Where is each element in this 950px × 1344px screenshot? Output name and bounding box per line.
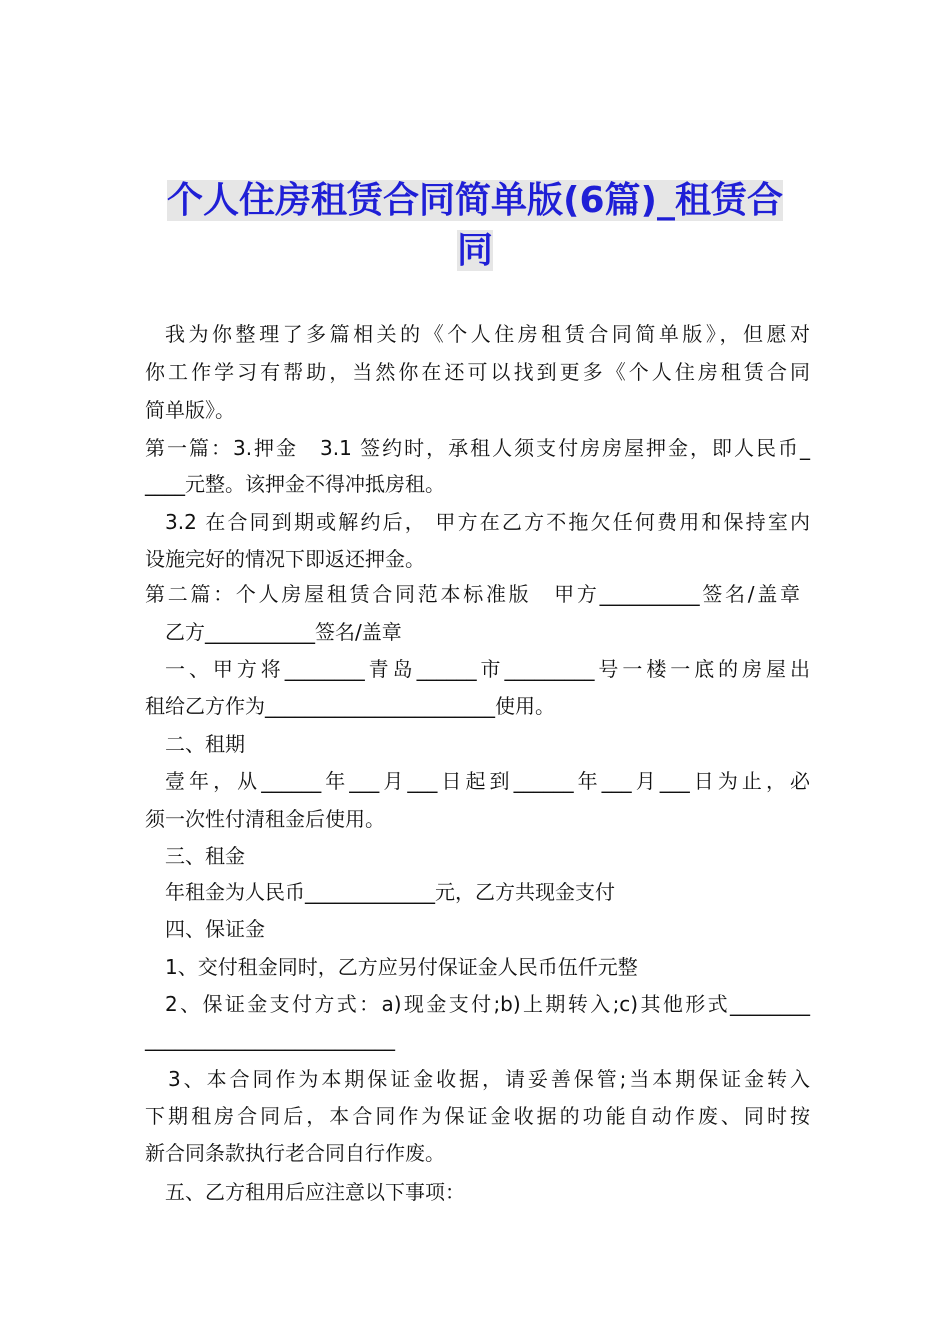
intro-line-3: 简单版》。 <box>145 398 235 422</box>
clause2-heading: 二、租期 <box>165 732 245 756</box>
clause2-line-2: 须一次性付清租金后使用。 <box>145 807 385 831</box>
part1-line-4: 设施完好的情况下即返还押金。 <box>145 547 425 571</box>
clause4-item-2: 2、保证金支付方式：a)现金支付;b)上期转入;c)其他形式________ <box>165 992 810 1016</box>
part1-line-2: ____元整。该押金不得冲抵房租。 <box>145 472 445 496</box>
part1-line-1: 第一篇：3.押金 3.1 签约时，承租人须支付房房屋押金，即人民币_ <box>145 436 810 460</box>
document-title-line1: 个人住房租赁合同简单版(6篇)_租赁合 <box>167 180 783 221</box>
clause4-item-3-line-1: 3、本合同作为本期保证金收据，请妥善保管;当本期保证金转入 <box>168 1067 810 1091</box>
clause5-heading: 五、乙方租用后应注意以下事项： <box>165 1180 465 1204</box>
clause4-item-1: 1、交付租金同时，乙方应另付保证金人民币伍仟元整 <box>165 955 638 979</box>
clause1-line-1: 一、甲方将________青岛______市_________号一楼一底的房屋出 <box>165 657 810 681</box>
clause4-item-3-line-2: 下期租房合同后，本合同作为保证金收据的功能自动作废、同时按 <box>145 1104 810 1128</box>
part1-line-3: 3.2 在合同到期或解约后， 甲方在乙方不拖欠任何费用和保持室内 <box>165 510 810 534</box>
clause2-line-1: 壹年，从______年___月___日起到______年___月___日为止，必 <box>165 769 810 793</box>
clause4-item-3-line-3: 新合同条款执行老合同自行作废。 <box>145 1141 445 1165</box>
intro-line-2: 你工作学习有帮助，当然你在还可以找到更多《个人住房租赁合同 <box>145 360 810 384</box>
clause4-item-2-continued: _________________________ <box>145 1027 395 1051</box>
document-title-line2: 同 <box>456 230 493 271</box>
clause3-heading: 三、租金 <box>165 844 245 868</box>
clause4-heading: 四、保证金 <box>165 917 265 941</box>
clause1-line-2: 租给乙方作为_______________________使用。 <box>145 694 555 718</box>
part2-line-1: 第二篇：个人房屋租赁合同范本标准版 甲方__________签名/盖章 <box>145 582 800 606</box>
party-b-line: 乙方___________签名/盖章 <box>165 620 402 644</box>
clause3-line-1: 年租金为人民币_____________元，乙方共现金支付 <box>165 880 615 904</box>
intro-line-1: 我为你整理了多篇相关的《个人住房租赁合同简单版》，但愿对 <box>165 322 810 346</box>
